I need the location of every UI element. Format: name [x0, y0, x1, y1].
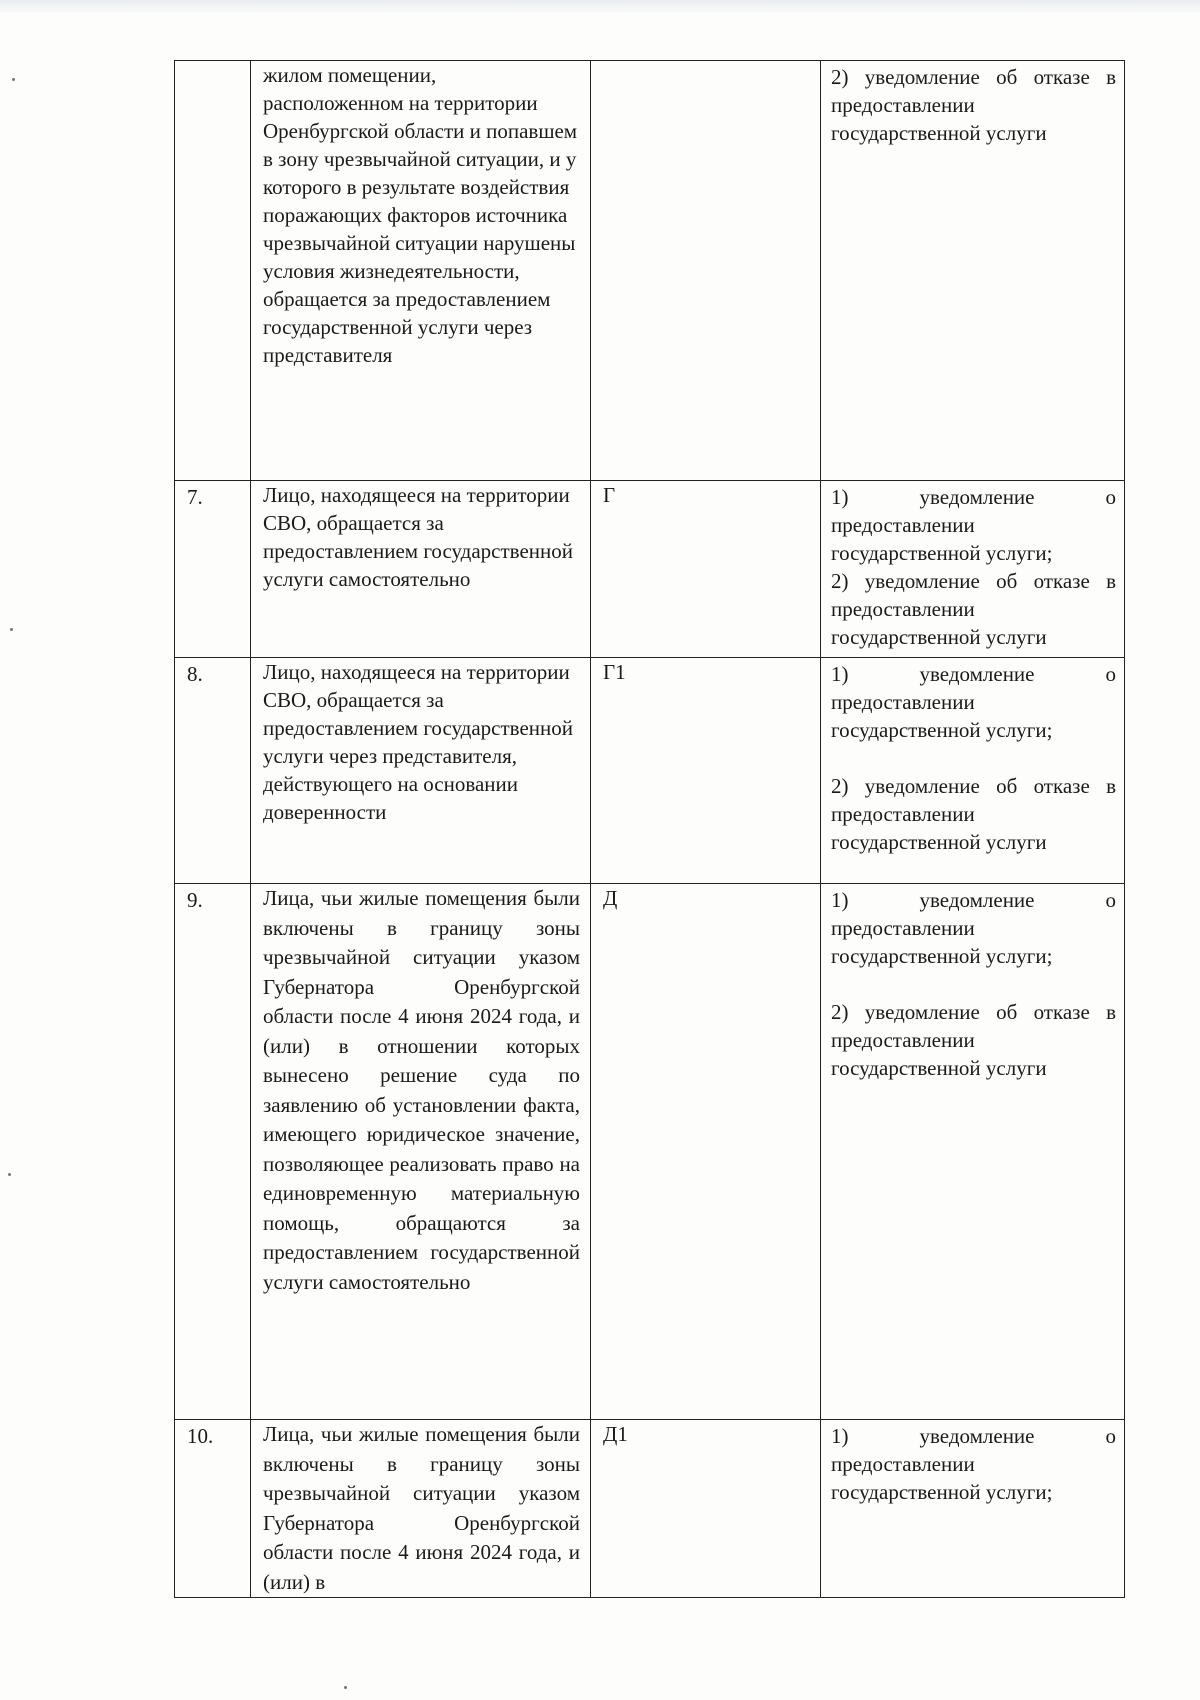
row-number: 7.	[175, 481, 251, 658]
row-code: Г1	[591, 658, 821, 884]
result-granted: 1) уведомление о предоставлении государственной услуги;	[831, 888, 1116, 968]
table-row	[175, 884, 1125, 1420]
result-granted: 1) уведомление о предоставлении государственной услуги;	[831, 485, 1116, 565]
table-row	[175, 658, 1125, 884]
table-row	[175, 61, 1125, 481]
row-category: жилом помещении, расположенном на территории Оренбургской области и попавшем в зону чрезвычайной ситуации, и у которого в результате воздействия поражающих факторов источника чрезвычайной ситуации нарушены условия жизнедеятельности, обращается за предоставлением государственной услуги через представителя	[251, 61, 591, 481]
scan-speck	[12, 78, 15, 81]
row-category: Лица, чьи жилые помещения были включены в границу зоны чрезвычайной ситуации указом Губернатора Оренбургской области после 4 июня 2024 года, и (или) в	[251, 1420, 591, 1598]
row-result	[821, 658, 1125, 884]
result-refusal: 2) уведомление об отказе в предоставлении государственной услуги	[831, 65, 1116, 145]
result-refusal: 2) уведомление об отказе в предоставлении государственной услуги	[831, 774, 1116, 854]
services-table	[174, 60, 1125, 1598]
result-granted: 1) уведомление о предоставлении государственной услуги;	[831, 662, 1116, 742]
result-spacer	[831, 744, 1116, 772]
row-code: Д1	[591, 1420, 821, 1598]
row-category: Лицо, находящееся на территории СВО, обращается за предоставлением государственной услуги самостоятельно	[251, 481, 591, 658]
result-refusal: 2) уведомление об отказе в предоставлении государственной услуги	[831, 1000, 1116, 1080]
table-row	[175, 1420, 1125, 1598]
row-result	[821, 61, 1125, 481]
row-result	[821, 1420, 1125, 1598]
row-code: Г	[591, 481, 821, 658]
row-category: Лица, чьи жилые помещения были включены в границу зоны чрезвычайной ситуации указом Губернатора Оренбургской области после 4 июня 2024 года, и (или) в отношении которых вынесено решение суда по заявлению об установлении факта, имеющего юридическое значение, позволяющее реализовать право на единовременную материальную помощь, обращаются за предоставлением государственной услуги самостоятельно	[251, 884, 591, 1420]
row-category: Лицо, находящееся на территории СВО, обращается за предоставлением государственной услуги через представителя, действующего на основании доверенности	[251, 658, 591, 884]
result-spacer	[831, 970, 1116, 998]
row-number: 9.	[175, 884, 251, 1420]
scan-top-edge	[0, 0, 1200, 14]
result-granted: 1) уведомление о предоставлении государственной услуги;	[831, 1424, 1116, 1504]
row-code: Д	[591, 884, 821, 1420]
row-number: 8.	[175, 658, 251, 884]
table-row	[175, 481, 1125, 658]
row-number	[175, 61, 251, 481]
scan-speck	[8, 1173, 11, 1176]
row-result	[821, 481, 1125, 658]
scan-speck	[344, 1686, 347, 1689]
row-number: 10.	[175, 1420, 251, 1598]
row-code	[591, 61, 821, 481]
scan-speck	[10, 628, 13, 631]
row-result	[821, 884, 1125, 1420]
result-refusal: 2) уведомление об отказе в предоставлении государственной услуги	[831, 569, 1116, 649]
